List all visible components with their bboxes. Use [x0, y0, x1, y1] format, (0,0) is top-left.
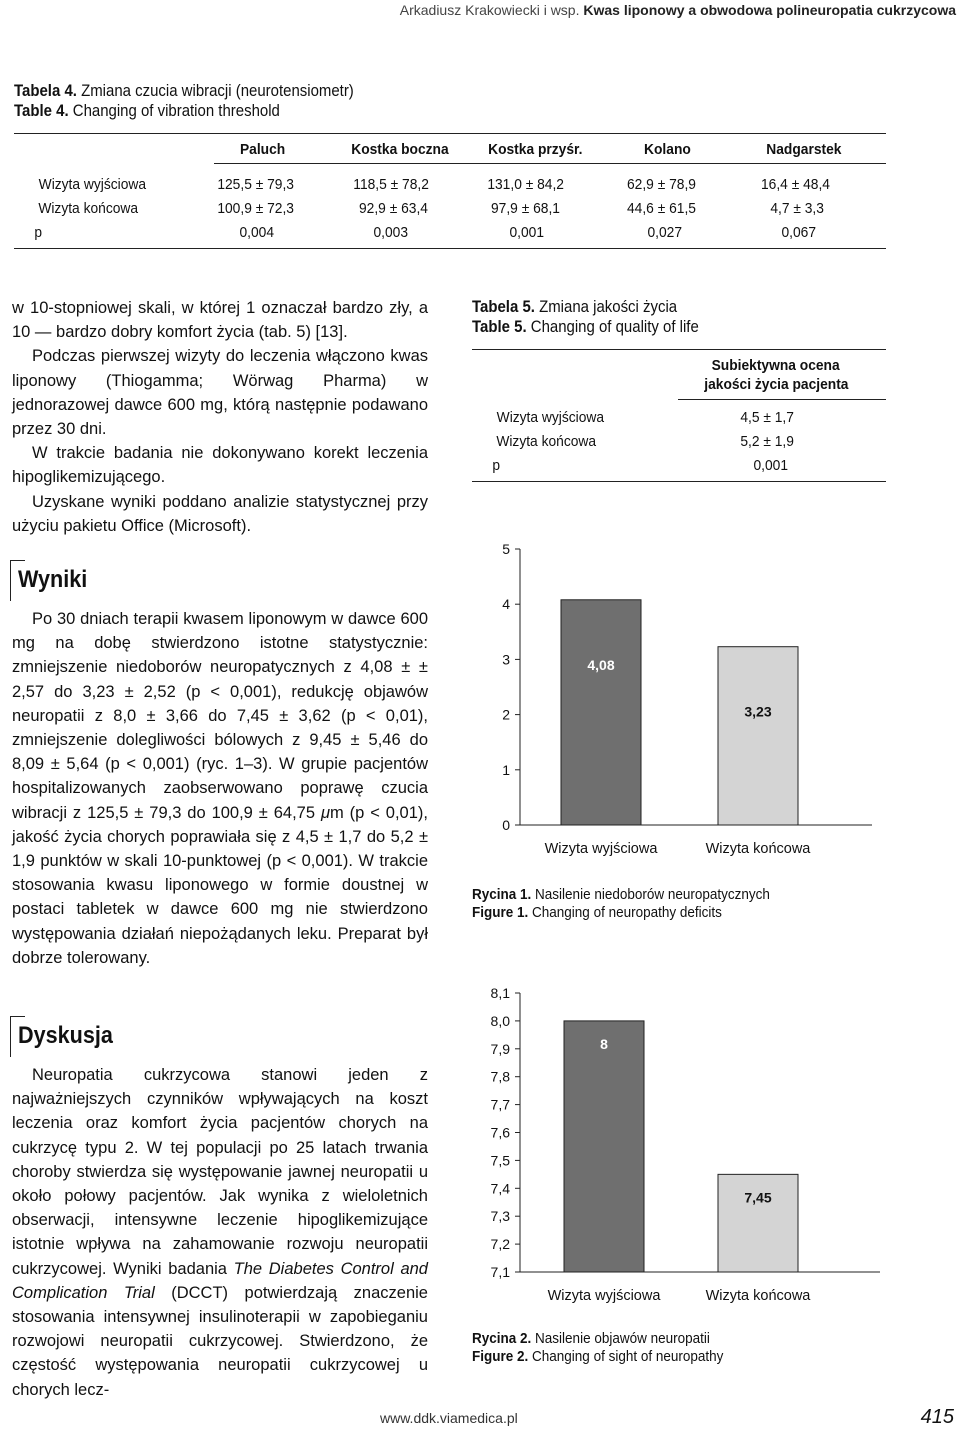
bar	[718, 647, 798, 825]
figure2-title: Nasilenie objawów neuropatii	[535, 1330, 710, 1347]
table-cell: 0,004	[239, 224, 275, 241]
table4-caption-en	[14, 100, 280, 122]
y-tick-label: 0	[502, 817, 510, 833]
header-authors: Arkadiusz Krakowiecki i wsp.	[399, 2, 580, 18]
row-label: Wizyta końcowa	[38, 200, 139, 217]
table4-label-pl: Tabela 4.	[14, 81, 77, 100]
y-tick-label: 7,7	[490, 1096, 510, 1113]
row-label: p	[492, 457, 501, 474]
section-heading-wyniki: Wyniki	[18, 566, 88, 593]
row-label: Wizyta końcowa	[496, 433, 597, 450]
y-tick-label: 7,8	[490, 1068, 510, 1085]
table-cell: 0,027	[647, 224, 683, 241]
discussion-text	[12, 1063, 428, 1402]
section-heading-dyskusja: Dyskusja	[18, 1022, 113, 1049]
figure1-caption-en	[472, 904, 722, 922]
table-cell: 5,2 ± 1,9	[740, 433, 794, 450]
x-category-label: Wizyta wyjściowa	[547, 1288, 661, 1304]
row-label: Wizyta wyjściowa	[496, 409, 605, 426]
paragraph	[12, 607, 428, 970]
figure2-caption-en	[472, 1348, 723, 1366]
table5-header-rule	[678, 399, 886, 400]
figure2-label: Rycina 2.	[472, 1330, 532, 1347]
paragraph: w 10-stopniowej skali, w której 1 oznaczał bardzo zły, a 10 — bardzo dobry komfort życia (tab. 5) [13].	[12, 299, 428, 342]
y-tick-label: 7,6	[490, 1124, 510, 1141]
mu-symbol: μ	[320, 803, 330, 822]
x-category-label: Wizyta końcowa	[705, 841, 811, 857]
table-cell: 0,001	[753, 457, 789, 474]
paragraph: W trakcie badania nie dokonywano korekt leczenia hipoglikemizującego.	[12, 444, 428, 487]
table-cell: 16,4 ± 48,4	[760, 176, 830, 193]
figure1-title: Nasilenie niedoborów neuropatycznych	[535, 886, 770, 903]
text-span: Po 30 dniach terapii kwasem liponowym w dawce 600 mg na dobę stwierdzono istotne statystycznie: zmniejszenie niedoborów neuropatycznych z 4,08 ± ± 2,57 do 3,23 ± 2,52 (p < 0,001), redukcję objawów neuropatii z 8,0 ± 3,66 do 7,45 ± 3,62 (p < 0,01), zmniejszenie dolegliwości bólowych z 9,45 ± 5,46 do 8,09 ± 5,64 (p < 0,001) (ryc. 1–3). W grupie pacjentów hospitalizowanych zaobserwowano poprawę czucia wibracji z 125,5 ± 79,3 do 100,9 ± 64,75	[12, 610, 428, 822]
table5-col-header: Subiektywna ocena	[711, 357, 840, 374]
table-cell: 62,9 ± 78,9	[626, 176, 696, 193]
table-cell: 125,5 ± 79,3	[217, 176, 294, 193]
table-cell: 97,9 ± 68,1	[490, 200, 560, 217]
table4-title-en: Changing of vibration threshold	[72, 101, 280, 120]
y-tick-label: 5	[502, 541, 510, 557]
y-tick-label: 3	[502, 651, 510, 668]
footer-url: www.ddk.viamedica.pl	[380, 1410, 518, 1426]
results-text	[12, 607, 428, 970]
row-label: p	[34, 224, 43, 241]
paragraph: Podczas pierwszej wizyty do leczenia włączono kwas liponowy (Thiogamma; Wörwag Pharma) w jednorazowej dawce 600 mg, którą następnie podawano przez 30 dni.	[12, 347, 428, 439]
figure1-caption-pl	[472, 886, 770, 904]
y-tick-label: 7,9	[490, 1040, 510, 1057]
table5-title-pl: Zmiana jakości życia	[539, 297, 678, 316]
y-tick-label: 8,0	[490, 1012, 510, 1029]
y-tick-label: 7,1	[490, 1264, 510, 1280]
table-cell: 92,9 ± 63,4	[358, 200, 428, 217]
table4-header-rule	[214, 163, 886, 164]
y-tick-label: 7,4	[490, 1180, 510, 1197]
header-title: Kwas liponowy a obwodowa polineuropatia cukrzycowa	[583, 2, 956, 18]
y-tick-label: 1	[502, 761, 510, 778]
table4-bottom-rule	[14, 248, 886, 249]
table-cell: 0,003	[373, 224, 409, 241]
bar-value-label: 3,23	[744, 703, 772, 720]
paragraph: Uzyskane wyniki poddano analizie statystycznej przy użyciu pakietu Office (Microsoft).	[12, 492, 428, 535]
page-number: 415	[920, 1406, 954, 1428]
y-tick-label: 7,5	[490, 1152, 510, 1169]
table4-col-header: Kostka boczna	[351, 141, 449, 158]
table-cell: 100,9 ± 72,3	[217, 200, 294, 217]
y-tick-label: 4	[502, 596, 510, 613]
bar	[561, 600, 641, 825]
bar	[564, 1021, 644, 1272]
table5-label-en: Table 5.	[472, 317, 527, 336]
figure2-title-en: Changing of sight of neuropathy	[532, 1348, 724, 1365]
bar-value-label: 4,08	[587, 656, 615, 673]
text-span: (DCCT) potwierdzają znaczenie stosowania intensywnej insulinoterapii w zapobieganiu rozwojowi neuropatii cukrzycowej. Stwierdzono, że częstość występowania neuropatii cukrzycowej u chorych lecz-	[12, 1283, 428, 1399]
table-cell: 4,5 ± 1,7	[740, 409, 794, 426]
text-span: m (p < 0,01), jakość życia chorych poprawiała się z 4,5 ± 1,7 do 5,2 ± 1,9 punktów w skali 10-punktowej (p < 0,001). W trakcie stosowania kwasu liponowego w formie doustnej w postaci tabletek w dawce 600 mg nie stwierdzono występowania działań niepożądanych leku. Preparat był dobrze tolerowany.	[12, 803, 428, 967]
table-cell: 4,7 ± 3,3	[770, 200, 824, 217]
text-span: Neuropatia cukrzycowa stanowi jeden z najważniejszych czynników wpływających na koszt leczenia oraz komfort życia pacjentów chorych na cukrzycę typu 2. W tej populacji po 25 latach trwania choroby stwierdza się występowanie jawnej neuropatii u około połowy pacjentów. Jak wynika z wieloletnich obserwacji, intensywne leczenie hipoglikemizujące istotnie wpływa na zahamowanie rozwoju neuropatii cukrzycowej. Wyniki badania	[12, 1066, 428, 1278]
table5-caption-pl	[472, 296, 677, 318]
table4-col-header: Paluch	[239, 141, 286, 158]
paragraph	[12, 1063, 428, 1402]
table5-label-pl: Tabela 5.	[472, 297, 535, 316]
figure1-label-en: Figure 1.	[472, 904, 529, 921]
table5-col-header: jakości życia pacjenta	[704, 376, 849, 393]
table-cell: 0,001	[509, 224, 545, 241]
bar-value-label: 7,45	[744, 1189, 772, 1206]
table-cell: 0,067	[781, 224, 817, 241]
italic-title: The Diabetes Control and Complication Trial	[12, 1259, 428, 1302]
table5-top-rule	[472, 349, 886, 350]
methods-text	[12, 296, 428, 538]
figure1-chart	[470, 535, 880, 875]
row-label: Wizyta wyjściowa	[38, 176, 147, 193]
running-header	[400, 2, 956, 18]
table4-col-header: Kostka przyśr.	[488, 141, 583, 158]
table-cell: 118,5 ± 78,2	[353, 176, 429, 193]
figure2-label-en: Figure 2.	[472, 1348, 529, 1365]
figure1-label: Rycina 1.	[472, 886, 532, 903]
table5-caption-en	[472, 316, 699, 338]
table4-col-header: Nadgarstek	[766, 141, 842, 158]
y-tick-label: 7,2	[490, 1236, 510, 1253]
figure2-caption-pl	[472, 1330, 710, 1348]
table4-caption-pl	[14, 80, 354, 102]
table4-label-en: Table 4.	[14, 101, 69, 120]
table4-title-pl: Zmiana czucia wibracji (neurotensiometr)	[81, 81, 354, 100]
y-tick-label: 2	[502, 706, 510, 723]
figure1-title-en: Changing of neuropathy deficits	[532, 904, 722, 921]
y-tick-label: 7,3	[490, 1208, 510, 1225]
x-category-label: Wizyta wyjściowa	[544, 841, 658, 857]
x-category-label: Wizyta końcowa	[705, 1288, 811, 1304]
bar-value-label: 8	[600, 1035, 608, 1052]
figure2-chart	[470, 980, 880, 1320]
table-cell: 131,0 ± 84,2	[487, 176, 564, 193]
table-cell: 44,6 ± 61,5	[626, 200, 696, 217]
table5-title-en: Changing of quality of life	[530, 317, 699, 336]
table4-col-header: Kolano	[644, 141, 691, 158]
table5-bottom-rule	[472, 481, 886, 482]
table4-top-rule	[14, 133, 886, 134]
y-tick-label: 8,1	[490, 985, 510, 1001]
